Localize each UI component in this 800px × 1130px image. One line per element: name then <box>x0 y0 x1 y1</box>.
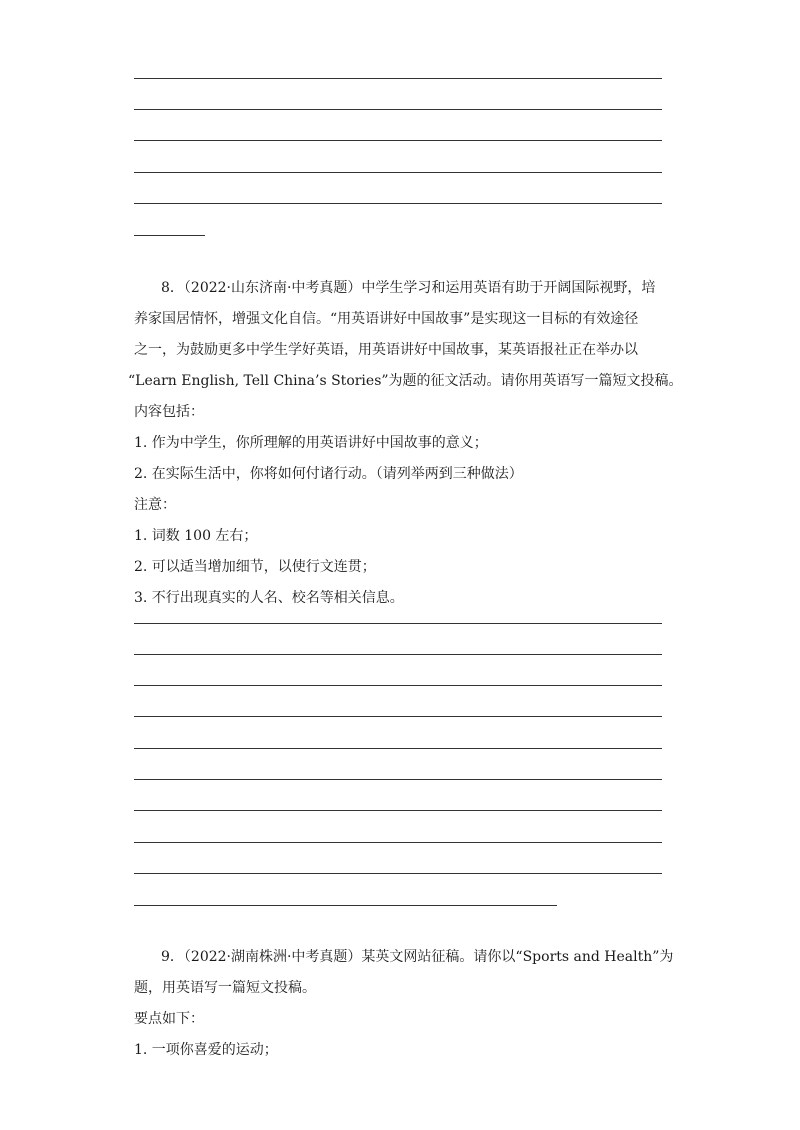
answer-line <box>134 716 662 717</box>
answer-line <box>134 172 662 173</box>
q8-prompt-line-3: 之一，为鼓励更多中学生学好英语，用英语讲好中国故事，某英语报社正在举办以 <box>134 342 638 358</box>
q8-note-item: 1. 词数 100 左右； <box>134 528 258 544</box>
answer-line <box>134 109 662 110</box>
q9-point-item: 1. 一项你喜爱的运动； <box>134 1042 278 1058</box>
answer-line <box>134 685 662 686</box>
answer-line <box>134 873 662 874</box>
q9-prompt-line-1: 9．（2022·湖南株洲·中考真题）某英文网站征稿。请你以“Sports and Health”为 <box>161 949 674 965</box>
answer-line <box>134 78 662 79</box>
answer-line <box>134 842 662 843</box>
answer-line <box>134 623 662 624</box>
q8-content-item: 1. 作为中学生，你所理解的用英语讲好中国故事的意义； <box>134 435 488 451</box>
q9-prompt-line-2: 题，用英语写一篇短文投稿。 <box>134 980 316 996</box>
answer-line <box>134 140 662 141</box>
answer-line <box>134 748 662 749</box>
q8-note-item: 3. 不行出现真实的人名、校名等相关信息。 <box>134 590 404 606</box>
q8-prompt-line-4: “Learn English, Tell China’s Stories”为题的征文活动。请你用英语写一篇短文投稿。 <box>128 373 683 389</box>
answer-line <box>134 203 662 204</box>
answer-line-short <box>134 905 557 906</box>
answer-line <box>134 779 662 780</box>
q8-note-item: 2. 可以适当增加细节，以使行文连贯； <box>134 559 376 575</box>
q8-content-item: 2. 在实际生活中，你将如何付诸行动。（请列举两到三种做法） <box>134 466 523 482</box>
q8-notes-heading: 注意： <box>134 497 176 513</box>
q8-prompt-line-2: 养家国居情怀，增强文化自信。“用英语讲好中国故事”是实现这一目标的有效途径 <box>134 311 639 327</box>
answer-line-short <box>134 235 205 236</box>
answer-line <box>134 810 662 811</box>
q8-content-heading: 内容包括： <box>134 404 204 420</box>
answer-line <box>134 654 662 655</box>
q8-prompt-line-1: 8．（2022·山东济南·中考真题）中学生学习和运用英语有助于开阔国际视野，培 <box>161 280 656 296</box>
q9-points-heading: 要点如下： <box>134 1011 204 1027</box>
